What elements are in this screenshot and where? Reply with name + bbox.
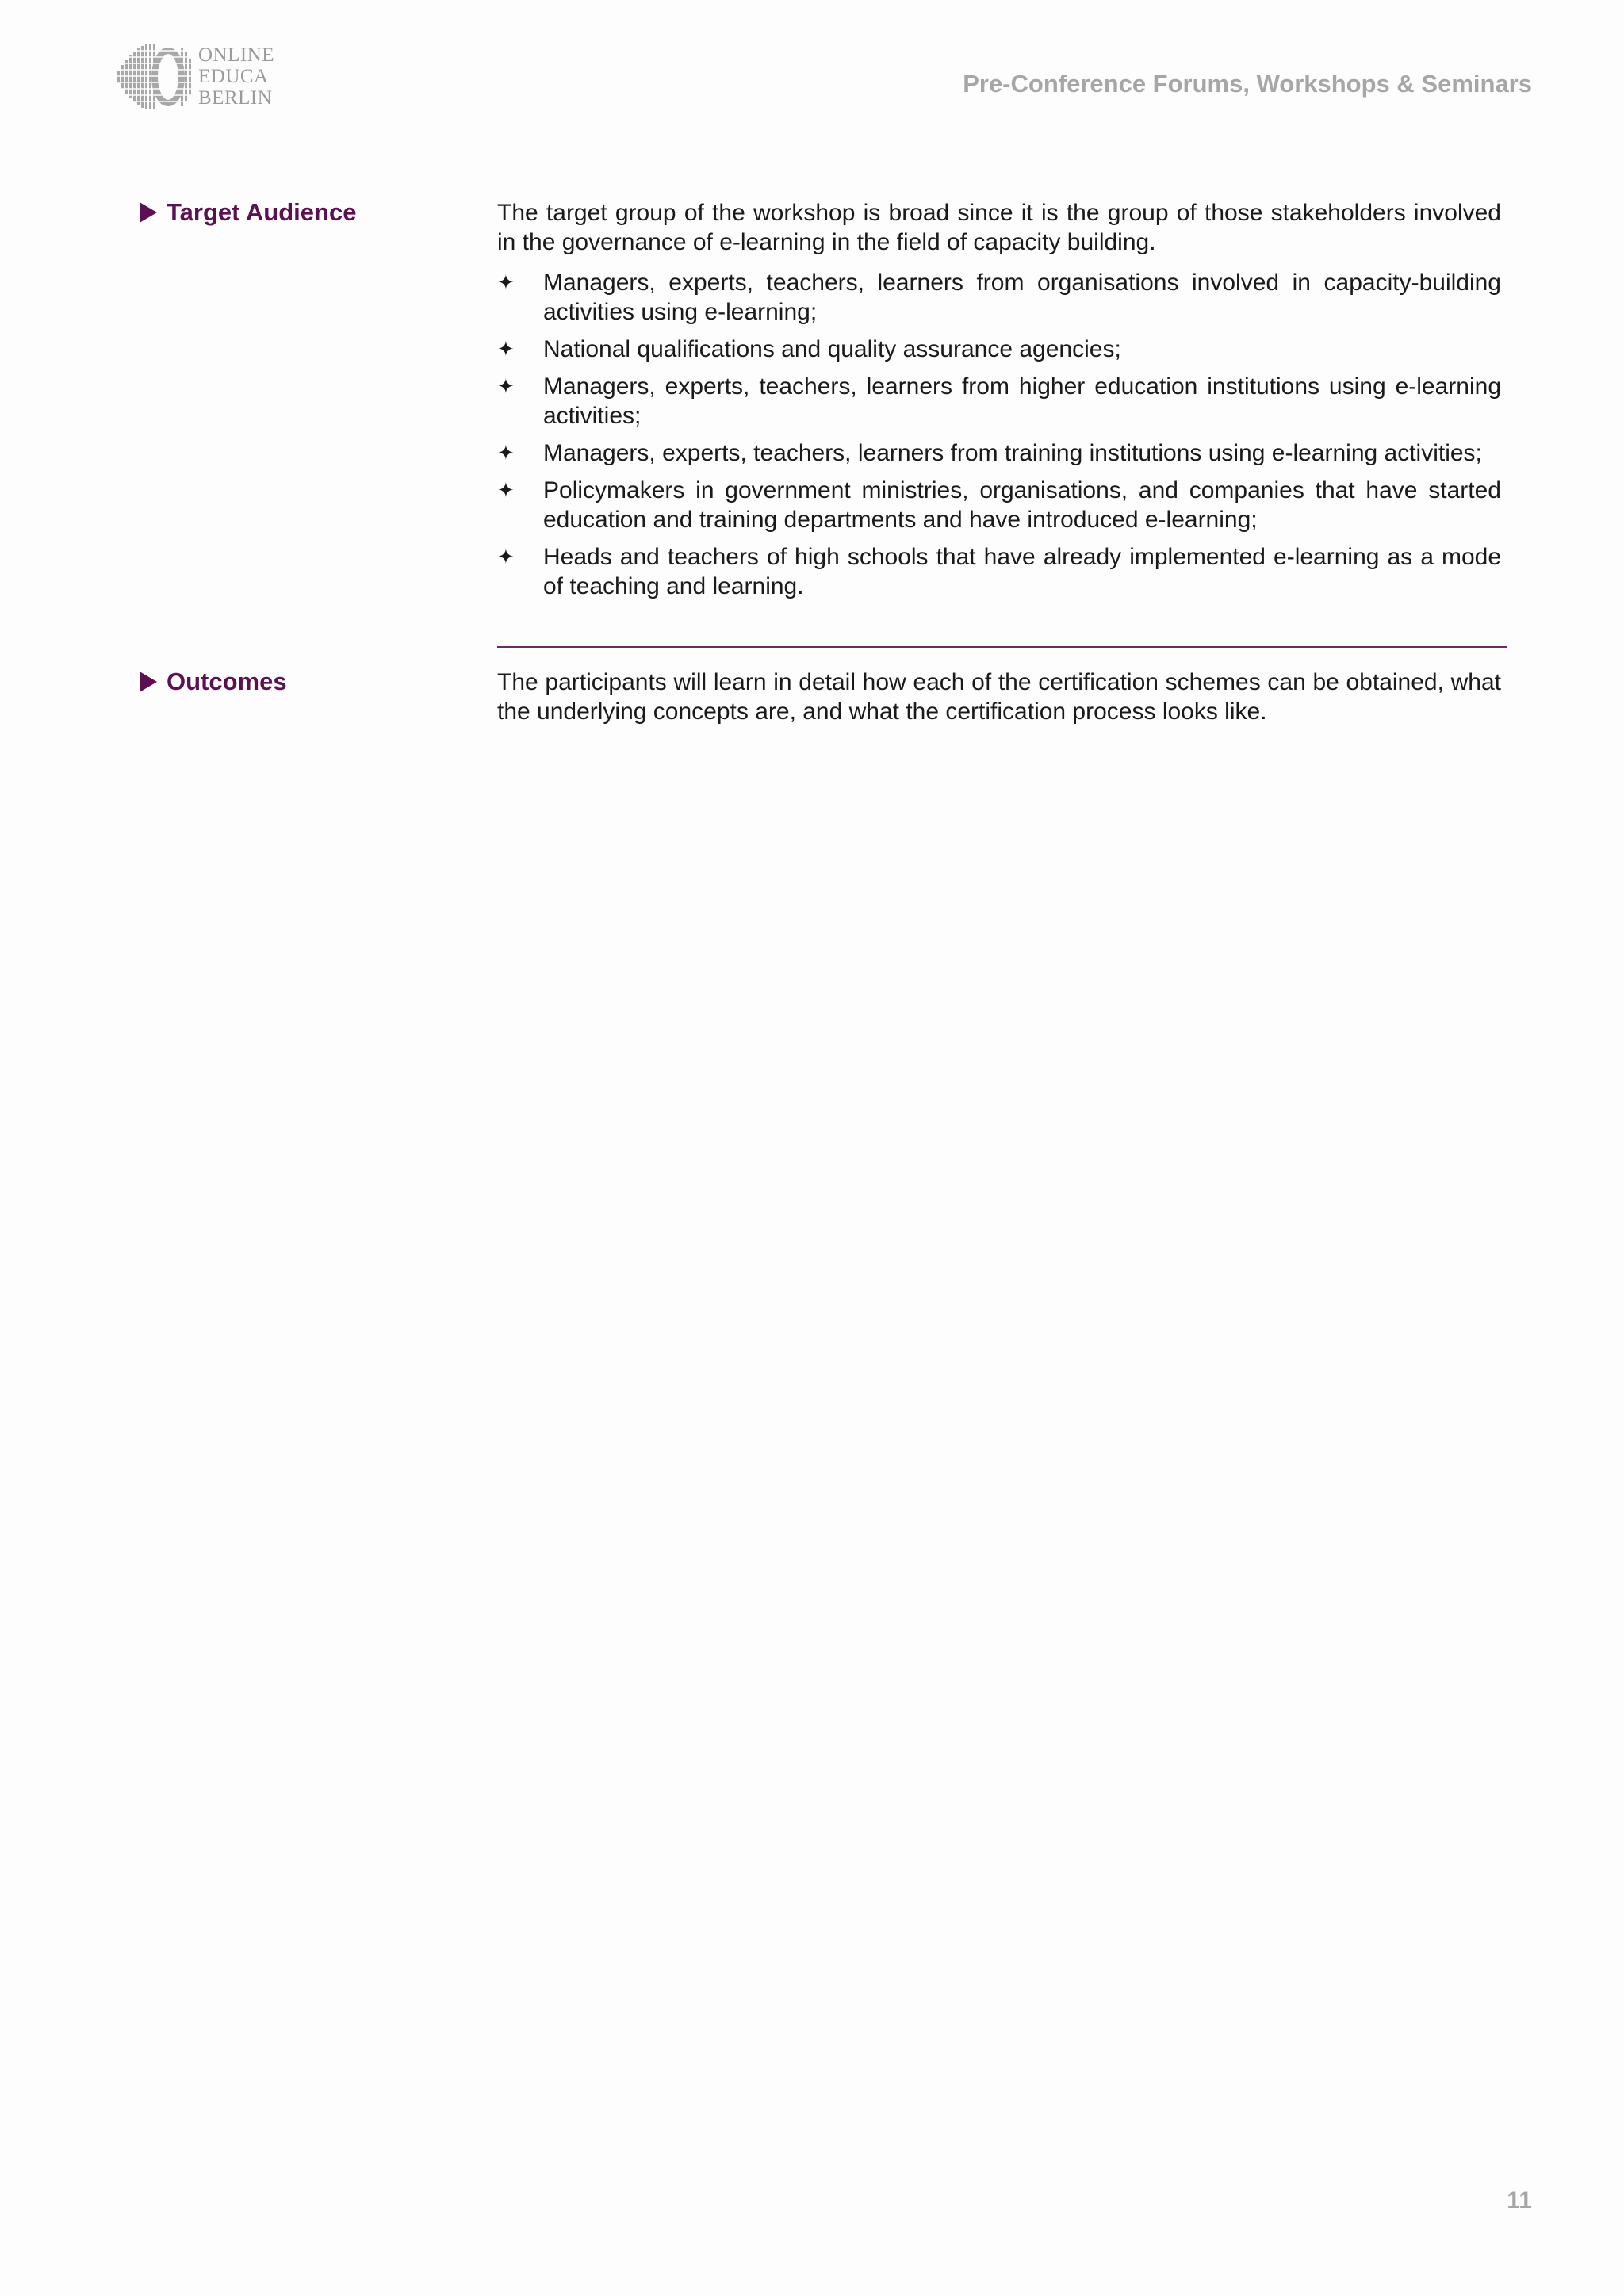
list-item-text: National qualifications and quality assurance agencies;	[543, 336, 1121, 362]
logo-mark-icon	[117, 44, 193, 109]
four-point-star-icon: ✦	[497, 271, 515, 295]
section-intro-paragraph: The participants will learn in detail how each of the certification schemes can be obtained, what the underlying concepts are, and what the certification process looks like.	[497, 669, 1501, 725]
logo-line-2: EDUCA	[198, 66, 269, 87]
audience-list	[497, 268, 1501, 601]
online-educa-berlin-logo	[117, 44, 292, 116]
list-item-text: Policymakers in government ministries, organisations, and companies that have started education and training departments and have introduced e-learning;	[543, 477, 1501, 533]
logo-line-3: BERLIN	[198, 87, 273, 109]
list-item	[497, 372, 1501, 430]
logo-line-1: ONLINE	[198, 44, 275, 66]
list-item	[497, 542, 1501, 601]
section-divider	[497, 646, 1507, 648]
list-item	[497, 476, 1501, 534]
section-body-outcomes	[497, 668, 1501, 726]
list-item-text: Managers, experts, teachers, learners from training institutions using e-learning activities;	[543, 440, 1482, 466]
section-label-text: Outcomes	[167, 668, 287, 695]
section-label-target-audience	[140, 198, 356, 227]
section-label-text: Target Audience	[167, 198, 357, 226]
logo-text	[198, 44, 274, 109]
triangle-bullet-icon	[140, 202, 157, 223]
list-item	[497, 438, 1501, 468]
page-number: 11	[1507, 2187, 1532, 2214]
list-item-text: Managers, experts, teachers, learners from organisations involved in capacity-building activities using e-learning;	[543, 270, 1501, 325]
section-label-outcomes	[140, 668, 287, 696]
four-point-star-icon: ✦	[497, 338, 515, 362]
running-header-title: Pre-Conference Forums, Workshops & Seminars	[963, 70, 1532, 98]
section-intro-paragraph: The target group of the workshop is broad since it is the group of those stakeholders involved in the governance of e-learning in the field of capacity building.	[497, 200, 1501, 255]
four-point-star-icon: ✦	[497, 375, 515, 399]
section-body-target-audience	[497, 198, 1501, 609]
list-item	[497, 335, 1501, 364]
four-point-star-icon: ✦	[497, 479, 515, 503]
list-item-text: Managers, experts, teachers, learners from higher education institutions using e-learning activities;	[543, 373, 1501, 429]
four-point-star-icon: ✦	[497, 442, 515, 465]
list-item-text: Heads and teachers of high schools that have already implemented e-learning as a mode of teaching and learning.	[543, 544, 1501, 599]
list-item	[497, 268, 1501, 327]
triangle-bullet-icon	[140, 672, 157, 692]
four-point-star-icon: ✦	[497, 545, 515, 569]
